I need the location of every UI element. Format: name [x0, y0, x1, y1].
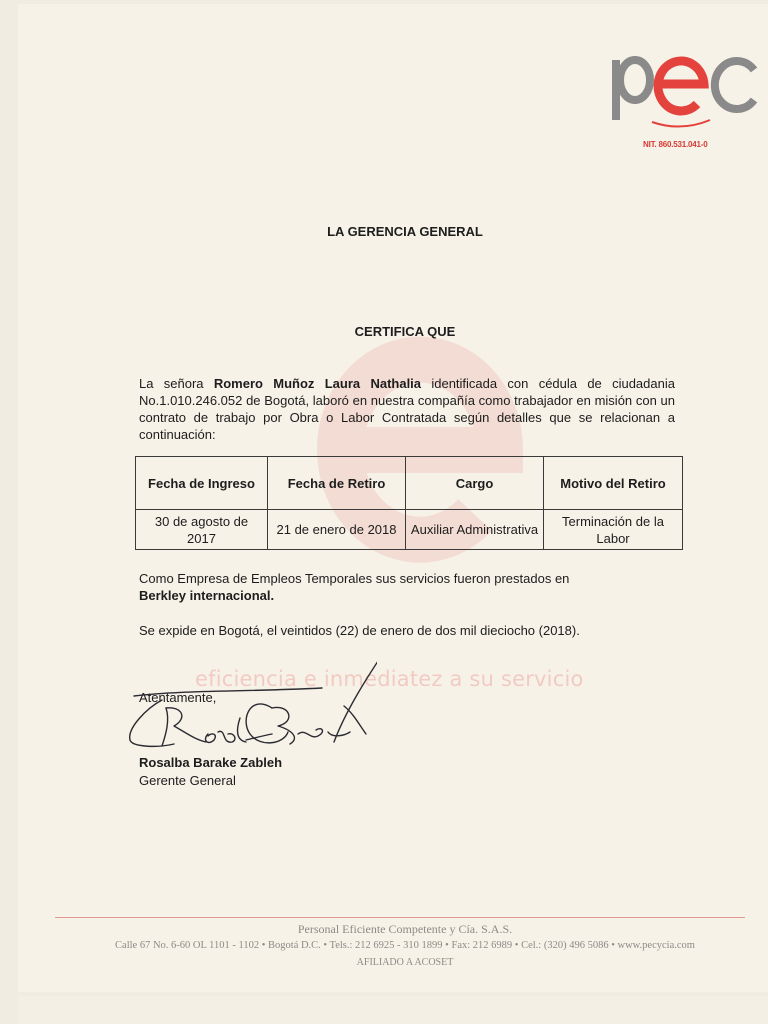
reason-cell: Terminación de la Labor — [544, 510, 683, 550]
intro-paragraph — [139, 375, 675, 443]
signer-title: Gerente General — [139, 773, 236, 788]
issuer-heading: LA GERENCIA GENERAL — [327, 224, 483, 239]
next-page-edge — [18, 996, 768, 1024]
footer-affiliation: AFILIADO A ACOSET — [356, 957, 454, 968]
footer-divider — [55, 917, 745, 918]
footer-company: Personal Eficiente Competente y Cía. S.A.S. — [297, 922, 513, 936]
header-reason: Motivo del Retiro — [544, 457, 683, 510]
intro-body: identificada con cédula de ciudadania No.1.010.246.052 de Bogotá, laboró en nuestra compañía como trabajador en misión con un contrato de trabajo por Obra o Labor Contratada según detalles que se relacionan a continuación: — [139, 376, 675, 442]
signer-name: Rosalba Barake Zableh — [139, 755, 283, 770]
service-text: Como Empresa de Empleos Temporales sus servicios fueron prestados en — [139, 571, 570, 586]
footer-address: Calle 67 No. 6-60 OL 1101 - 1102 • Bogotá D.C. • Tels.: 212 6925 - 310 1899 • Fax: 212 6989 • Cel.: (320) 496 5086 • www.pecycia.com — [115, 940, 695, 951]
closing-salutation: Atentamente, — [139, 690, 217, 705]
watermark-logo-icon — [300, 300, 540, 600]
employment-table — [135, 456, 683, 550]
header-end-date: Fecha de Retiro — [268, 457, 406, 510]
position-cell: Auxiliar Administrativa — [406, 510, 544, 550]
service-paragraph — [139, 570, 675, 604]
pec-logo — [606, 42, 766, 142]
employee-name: Romero Muñoz Laura Nathalia — [213, 376, 422, 391]
watermark-slogan: eficiencia e inmediatez a su servicio — [195, 667, 584, 691]
end-date-cell: 21 de enero de 2018 — [268, 510, 406, 550]
nit-number: NIT. 860.531.041-0 — [643, 140, 708, 149]
signature-image — [122, 648, 377, 763]
certifies-heading: CERTIFICA QUE — [354, 324, 456, 339]
intro-prefix: La señora — [139, 376, 204, 391]
issued-statement: Se expide en Bogotá, el veintidos (22) de enero de dos mil dieciocho (2018). — [139, 623, 580, 638]
header-start-date: Fecha de Ingreso — [136, 457, 268, 510]
header-position: Cargo — [406, 457, 544, 510]
start-date-cell: 30 de agosto de 2017 — [136, 510, 268, 550]
table-row — [136, 510, 683, 550]
table-header-row — [136, 457, 683, 510]
client-company: Berkley internacional. — [139, 588, 275, 603]
